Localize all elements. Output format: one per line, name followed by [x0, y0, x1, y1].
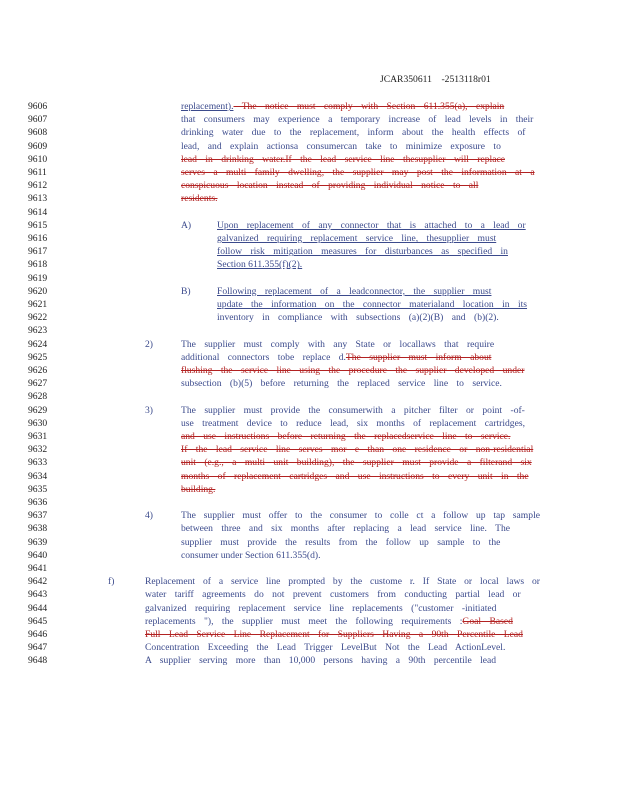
line-text — [181, 404, 525, 417]
line-number: 9645 — [28, 615, 48, 627]
deleted-text: residents. — [181, 193, 218, 205]
line-number: 9608 — [28, 127, 48, 139]
deleted-text: building. — [181, 483, 216, 495]
body-text: that consumers may experience a temporary increase of lead levels in their — [181, 114, 534, 126]
line-number: 9640 — [28, 549, 48, 561]
body-text: The supplier must provide the consumerwith a pitcher filter or point -of- — [181, 404, 525, 416]
line-number: 9638 — [28, 523, 48, 535]
line-text — [181, 179, 478, 192]
line-text — [181, 509, 540, 522]
inserted-text: update the information on the connector materialand location in its — [217, 299, 528, 310]
line-number: 9619 — [28, 272, 48, 284]
inserted-text: follow risk mitigation measures for disturbances as specified in — [217, 246, 508, 258]
line-number: 9613 — [28, 193, 48, 205]
line-text — [145, 628, 523, 641]
deleted-text: months of replacement cartridges and use instructions to every unit in the — [181, 470, 529, 482]
line-text — [181, 192, 218, 205]
line-text — [181, 417, 525, 430]
body-text: inventory in compliance with subsections (a)(2)(B) and (b)(2). — [217, 312, 499, 324]
body-text: lead, and explain actionsa consumercan take to minimize exposure to — [181, 140, 501, 152]
body-text: drinking water due to the replacement, inform about the health effects of — [181, 127, 526, 139]
line-text — [181, 166, 535, 179]
line-text — [145, 654, 496, 667]
line-number: 9626 — [28, 365, 48, 376]
deleted-text: serves a multi family dwelling, the supplier may post the information at a — [181, 167, 535, 178]
line-text — [181, 100, 504, 113]
line-number: 9646 — [28, 629, 48, 640]
deleted-text: lead in drinking water.If the lead service line thesupplier will replace — [181, 153, 505, 165]
line-text — [181, 351, 491, 364]
line-number: 9614 — [28, 206, 48, 218]
inserted-text: Section 611.355(f)(2). — [217, 259, 303, 271]
line-number: 9628 — [28, 391, 48, 403]
inserted-text: Following replacement of a leadconnector, the supplier must — [217, 285, 492, 297]
line-number: 9634 — [28, 470, 48, 482]
line-text — [217, 298, 527, 311]
body-text: The supplier must comply with any State or locallaws that require — [181, 338, 495, 350]
body-text: The supplier must offer to the consumer to colle ct a follow up tap sample — [181, 510, 540, 522]
body-text: use treatment device to reduce lead, six months of replacement cartridges, — [181, 417, 525, 429]
deleted-text: conspicuous location instead of providing individual notice to all — [181, 180, 479, 192]
list-marker: B) — [181, 285, 191, 297]
line-number: 9639 — [28, 536, 48, 548]
deleted-text: flushing the service line using the procedure the supplier developed under — [181, 365, 525, 376]
line-number: 9637 — [28, 510, 48, 522]
line-text — [217, 285, 491, 298]
deleted-text: unit (e.g., a multi unit building), the supplier must provide a filterand six — [181, 457, 532, 469]
deleted-text: Full Lead Service Line Replacement for Suppliers Having a 90th Percentile Lead — [145, 629, 523, 640]
body-text: Replacement of a service line prompted by the custome r. If State or local laws or — [145, 576, 540, 588]
line-number: 9610 — [28, 153, 48, 165]
line-number: 9612 — [28, 180, 48, 192]
line-number: 9633 — [28, 457, 48, 469]
line-text — [217, 258, 302, 271]
line-text — [181, 338, 494, 351]
deleted-text: The supplier must inform about — [345, 351, 492, 363]
line-number: 9643 — [28, 589, 48, 601]
line-text — [217, 219, 526, 232]
line-text — [181, 153, 505, 166]
line-number: 9616 — [28, 233, 48, 244]
deleted-text: The notice must comply with Section 611.355(a), explain — [233, 101, 505, 112]
body-text: subsection (b)(5) before returning the replaced service line to service. — [181, 378, 502, 390]
line-number: 9635 — [28, 483, 48, 495]
deleted-text: Goal Based — [462, 615, 513, 627]
line-text — [181, 140, 501, 153]
line-number: 9621 — [28, 299, 48, 310]
list-marker: f) — [108, 576, 115, 588]
line-text — [217, 245, 508, 258]
line-text — [181, 522, 510, 535]
line-number: 9632 — [28, 444, 48, 456]
line-text — [181, 536, 500, 549]
body-text: Concentration Exceeding the Lead Trigger LevelBut Not the Lead ActionLevel. — [145, 642, 506, 654]
line-text — [145, 615, 513, 628]
line-number: 9630 — [28, 417, 48, 429]
line-text — [181, 430, 510, 443]
line-text — [145, 641, 505, 654]
line-text — [181, 443, 533, 456]
line-text — [181, 470, 529, 483]
line-number: 9636 — [28, 497, 48, 508]
line-number: 9642 — [28, 576, 48, 588]
line-number: 9622 — [28, 312, 48, 324]
line-number: 9624 — [28, 338, 48, 350]
line-text — [181, 377, 502, 390]
body-text: water tariff agreements do not prevent customers from conducting partial lead or — [145, 589, 521, 601]
body-text: between three and six months after replacing a lead service line. The — [181, 523, 511, 535]
document-id: JCAR350611 — [380, 74, 432, 85]
line-number: 9625 — [28, 351, 48, 363]
line-text — [145, 588, 521, 601]
inserted-text: replacement). — [181, 101, 234, 112]
document-header — [380, 74, 491, 85]
line-number: 9620 — [28, 285, 48, 297]
line-number: 9607 — [28, 114, 48, 126]
line-text — [181, 113, 533, 126]
line-text — [181, 126, 525, 139]
body-text: additional connectors tobe replace d. — [181, 351, 346, 363]
line-number: 9615 — [28, 219, 48, 231]
line-number: 9644 — [28, 602, 48, 614]
line-number: 9648 — [28, 655, 48, 667]
deleted-text: If the lead service line serves mor e than one residence or non-residential — [181, 444, 534, 456]
list-marker: 2) — [145, 338, 153, 350]
line-number: 9617 — [28, 246, 48, 258]
body-text: replacements "), the supplier must meet the following requirements : — [145, 615, 463, 627]
line-number: 9627 — [28, 378, 48, 390]
document-revision: -2513118r01 — [441, 74, 491, 85]
body-text: galvanized requiring replacement service line replacements ("customer -initiated — [145, 602, 497, 614]
line-text — [217, 232, 496, 245]
line-number: 9606 — [28, 101, 48, 112]
line-text — [145, 602, 496, 615]
line-number: 9618 — [28, 259, 48, 271]
line-number: 9631 — [28, 431, 48, 442]
line-text — [217, 311, 499, 324]
body-text: supplier must provide the results from the follow up sample to the — [181, 536, 501, 548]
line-text — [181, 483, 215, 496]
line-number: 9629 — [28, 404, 48, 416]
line-text — [145, 575, 540, 588]
line-text — [181, 364, 524, 377]
line-text — [181, 456, 532, 469]
line-text — [181, 549, 321, 562]
list-marker: A) — [181, 219, 192, 231]
line-number: 9609 — [28, 140, 48, 152]
line-number: 9647 — [28, 642, 48, 654]
list-marker: 3) — [145, 404, 153, 416]
inserted-text: Upon replacement of any connector that is attached to a lead or — [217, 219, 526, 231]
line-number: 9611 — [28, 167, 47, 178]
body-text: A supplier serving more than 10,000 persons having a 90th percentile lead — [145, 655, 497, 667]
body-text: consumer under Section 611.355(d). — [181, 549, 321, 561]
deleted-text: and use instructions before returning the replacedservice line to service. — [181, 431, 511, 442]
line-number: 9623 — [28, 325, 48, 337]
list-marker: 4) — [145, 510, 153, 522]
inserted-text: galvanized requiring replacement service line, thesupplier must — [217, 233, 497, 244]
line-number: 9641 — [28, 563, 48, 574]
